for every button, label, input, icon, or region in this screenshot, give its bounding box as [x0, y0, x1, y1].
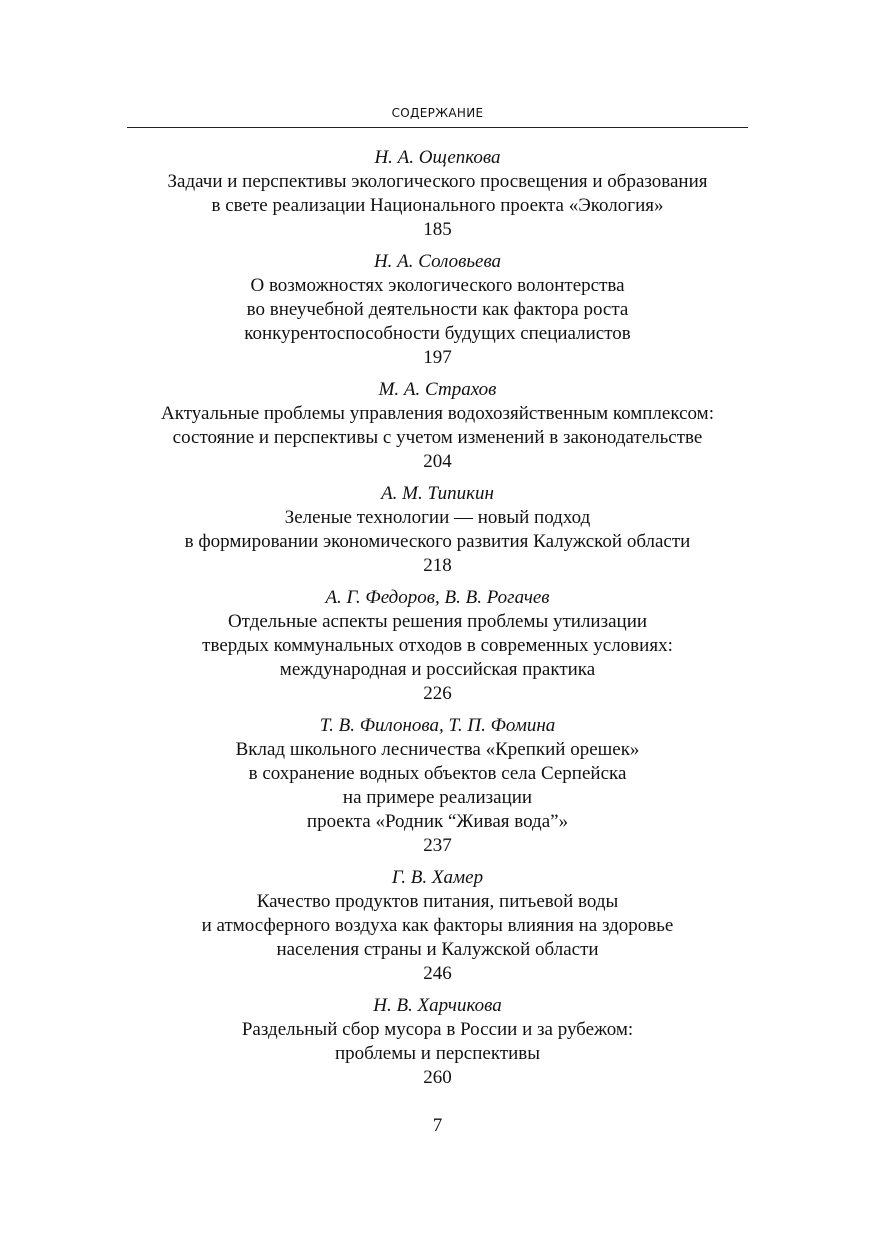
toc-entry-title-line: в свете реализации Национального проекта «Экология» [211, 195, 664, 216]
toc-entry-author: Г. В. Хамер [391, 867, 484, 888]
toc-entry-title-line: населения страны и Калужской области [276, 939, 599, 960]
toc-entry [127, 866, 748, 986]
toc-entry-title-line: в формировании экономического развития Калужской области [184, 531, 691, 552]
toc-entry-title-line: на примере реализации [342, 787, 533, 808]
toc-entry-author: Н. А. Ощепкова [374, 147, 501, 168]
toc-entry-title-line: Задачи и перспективы экологического просвещения и образования [167, 171, 708, 192]
toc-entry-title-line: Актуальные проблемы управления водохозяйственным комплексом: [161, 403, 714, 424]
toc-entry-author: А. М. Типикин [381, 483, 494, 504]
toc-entry-page-number: 185 [423, 219, 452, 240]
toc-entry-title-line: конкурентоспособности будущих специалистов [244, 323, 631, 344]
toc-entry [127, 482, 748, 578]
toc-entry-title-line: проекта «Родник “Живая вода”» [306, 811, 569, 832]
toc-entry [127, 378, 748, 474]
toc-entry-title-line: международная и российская практика [279, 659, 596, 680]
toc-entry-page-number: 197 [423, 347, 452, 368]
table-of-contents [127, 146, 748, 1098]
header-rule [127, 127, 748, 128]
toc-entry-title-line: Качество продуктов питания, питьевой воды [256, 891, 619, 912]
page-number: 7 [432, 1115, 443, 1136]
toc-entry-title-line: Отдельные аспекты решения проблемы утилизации [227, 611, 648, 632]
toc-entry [127, 250, 748, 370]
toc-entry-title-line: во внеучебной деятельности как фактора роста [246, 299, 629, 320]
toc-entry-author: Н. В. Харчикова [373, 995, 502, 1016]
toc-entry-page-number: 260 [423, 1067, 452, 1088]
toc-entry [127, 994, 748, 1090]
toc-entry-title-line: и атмосферного воздуха как факторы влияния на здоровье [201, 915, 674, 936]
toc-entry-page-number: 246 [423, 963, 452, 984]
toc-entry-title-line: в сохранение водных объектов села Серпейска [248, 763, 627, 784]
toc-entry-title-line: состояние и перспективы с учетом изменений в законодательстве [172, 427, 703, 448]
toc-entry-author: Т. В. Филонова, Т. П. Фомина [319, 715, 556, 736]
toc-entry-page-number: 226 [423, 683, 452, 704]
toc-entry-title-line: О возможностях экологического волонтерства [250, 275, 625, 296]
toc-entry-title-line: Раздельный сбор мусора в России и за рубежом: [241, 1019, 634, 1040]
toc-entry [127, 586, 748, 706]
toc-entry-author: А. Г. Федоров, В. В. Рогачев [325, 587, 550, 608]
toc-entry-page-number: 237 [423, 835, 452, 856]
toc-entry-title-line: твердых коммунальных отходов в современных условиях: [202, 635, 673, 656]
running-head-title: СОДЕРЖАНИЕ [391, 106, 484, 120]
toc-entry-title-line: проблемы и перспективы [334, 1043, 541, 1064]
toc-entry-author: М. А. Страхов [378, 379, 497, 400]
toc-entry-page-number: 204 [423, 451, 452, 472]
toc-entry [127, 146, 748, 242]
toc-entry-page-number: 218 [423, 555, 452, 576]
toc-entry-title-line: Вклад школьного лесничества «Крепкий орешек» [235, 739, 640, 760]
toc-entry [127, 714, 748, 858]
toc-entry-author: Н. А. Соловьева [373, 251, 502, 272]
toc-entry-title-line: Зеленые технологии — новый подход [284, 507, 591, 528]
